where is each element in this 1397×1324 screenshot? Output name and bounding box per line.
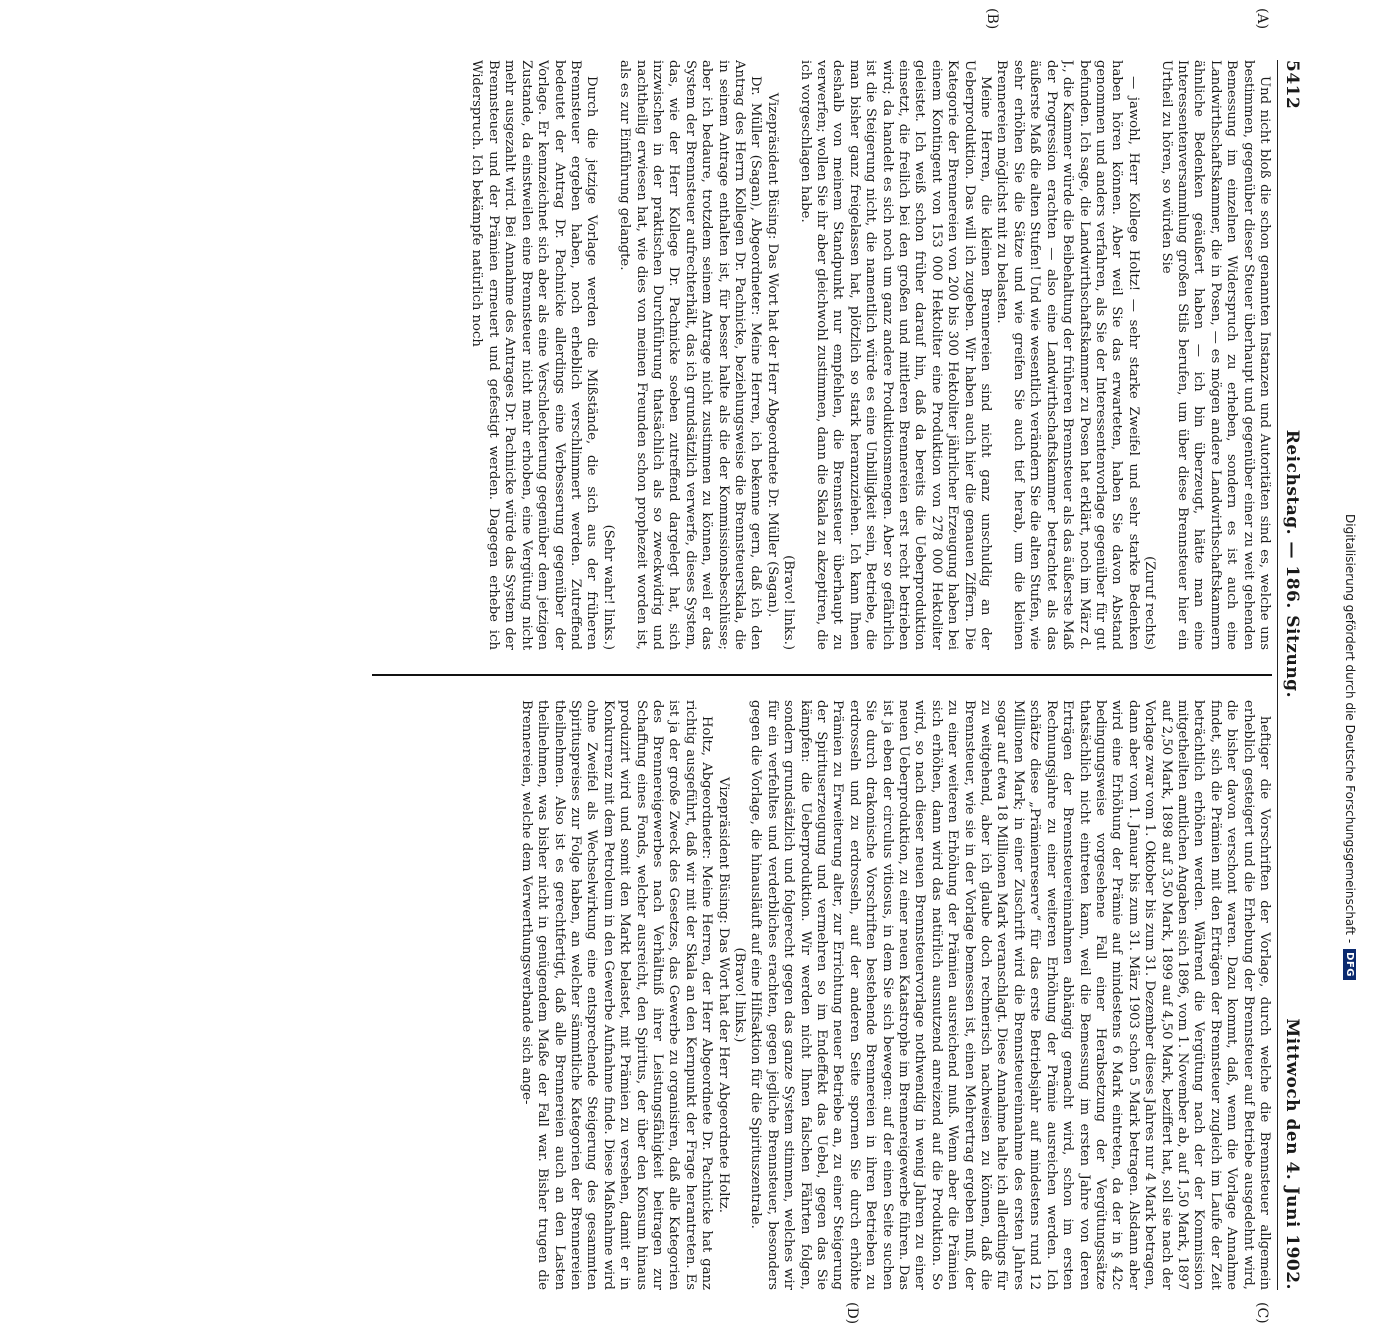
paragraph: Holtz, Abgeordneter: Meine Herren, der Herr Abgeordnete Dr. Pachnicke hat ganz richtig ausgeführt, daß wir mit der Skala an den Kernpunkt der Frage herantreten. Es ist ja der große Zweck des Gesetzes, das Gewerbe zu organisiren, daß alle Kategorien des Brennereigewerbes nach Verhältniß ihrer Leistungsfähigkeit beitragen zur Schaffung eines Fonds, welcher ausreicht, den Spiritus, der über den Konsum hinaus produzirt wird und somit den Markt belastet, mit Prämien zu versehen, damit er in Konkurrenz mit dem Petroleum in den Gewerbe Aufnahme finde. Diese Maßnahme wird ohne Zweifel als Wechselwirkung eine entsprechende Steigerung des gesammten Spirituspreises zur Folge haben, an welcher sämmtliche Kategorien der Brennereien theilnehmen. Also ist es gerechtfertigt, daß alle Brennereien auch an den Lasten theilnehmen, was bisher nicht in genügendem Maße der Fall war. Bisher trugen die Brennereien, welche dem Verwerthungsverbande sich ange-	[518, 700, 715, 1290]
credit-text: Digitalisierung gefördert durch die Deutsche Forschungsgemeinschaft -	[1343, 514, 1357, 944]
interjection: (Zuruf rechts)	[1142, 556, 1158, 650]
interjection: (Bravo! links.)	[781, 555, 797, 650]
margin-marker-a: (A)	[1254, 8, 1270, 30]
margin-marker-c: (C)	[1254, 1302, 1270, 1324]
dfg-logo: DFG	[1344, 949, 1357, 980]
paragraph: Meine Herren, die kleinen Brennereien sind nicht ganz unschuldig an der Ueberproduktion. Das will ich zugeben. Wir haben auch hier die genauen Ziffern. Die Kategorie der Brennereien von 200 bis 300 Hektoliter jährlicher Erzeugung haben bei einem Kontingent von 153 000 Hektoliter eine Produktion von 278 000 Hektoliter geleistet. Ich weiß schon früher darauf hin, daß da bereits die Ueberproduktion einsetzt, die freilich bei den großen und mittleren Brennereien erst recht betrieben wird; da handelt es sich noch um ganz andere Produktionsmengen. Aber so gefährlich ist die Steigerung nicht, die namentlich würde es eine Unbilligkeit sein, Betriebe, die man bisher ganz freigelassen hat, plötzlich so stark heranzuziehen. Ich kann Ihnen deshalb von meinem Standpunkt nur empfehlen, die Brennsteuer überhaupt zu verwerfen; wollen Sie ihr aber gleichwohl zustimmen, dann die Skala zu akzeptiren, die ich vorgeschlagen habe.	[797, 60, 994, 650]
text-columns	[372, 60, 1272, 1290]
speaker-announcement: Vizepräsident Büsing: Das Wort hat der Herr Abgeordnete Dr. Müller (Sagan).	[764, 92, 780, 618]
document-page	[30, 0, 1330, 1324]
right-column	[372, 700, 1272, 1290]
paragraph: heftiger die Vorschriften der Vorlage, durch welche die Brennsteuer allgemein erheblich gesteigert und die Erhebung der Brennsteuer auf Betriebe ausgedehnt wird, die bisher davon verschont waren. Dazu kommt, daß, wenn die Vorlage Annahme findet, sich die Prämien mit den Erträgen der Brennsteuer zugleich im Laufe der Zeit beträchtlich erhöhen werden. Während die Vergütung nach der der Kommission mitgetheilten amtlichen Angaben sich 1896, vom 1. November ab, auf 1,50 Mark, 1897 auf 2,50 Mark, 1898 auf 3,50 Mark, 1899 auf 4,50 Mark, beziffert hat, soll sie nach der Vorlage zwar vom 1. Oktober bis zum 31. Dezember dieses Jahres nur 4 Mark betragen, dann aber vom 1. Januar bis zum 31. März 1903 schon 5 Mark betragen. Alsdann aber wird eine Erhöhung der Prämie auf mindestens 6 Mark eintreten, da der in § 42c bedingungsweise vorgesehene Fall einer Herabsetzung der Vergütungssätze thatsächlich nicht eintreten kann, weil die Bemessung im ersten Jahre von deren Erträgen der Brennsteuereinnahmen abhängig gemacht wird, schon im ersten Rechnungsjahre zu einer weiteren Erhöhung der Prämie ausreichen werden. Ich schätze diese „Prämienreserve“ für das erste Betriebsjahr auf mindestens rund 12 Millionen Mark; in einer Zuschrift wird die Brennsteuereinnahme des ersten Jahres sogar auf etwa 18 Millionen Mark veranschlagt. Diese Annahme halte ich allerdings für zu weitgehend, aber ich glaube doch rechnerisch nachweisen zu können, daß die Brennsteuer, wie sie in der Vorlage bemessen ist, einen Mehrertrag ergeben muß, der zu einer weiteren Erhöhung der Prämien ausreichend muß. Wenn aber die Prämien sich erhöhen, dann wird das natürlich ausnutzend anreizend auf die Produktion. So wird, so nach dieser neuen Brennsteuervorlage nothwendig in wenig Jahren zu einer neuen Ueberproduktion, zu einer neuen Katastrophe im Brennereigewerbe führen. Das ist ja eben der circulus vitiosus, in dem Sie sich bewegen: auf der einen Seite suchen Sie durch drakonische Vorschriften bestehende Brennereien in ihren Betrieben zu erdrosseln und zu erdrosseln, auf der anderen Seite spornen Sie durch erhöhte Prämien zu Erweiterung alter, zur Errichtung neuer Betriebe an, zu einer Steigerung der Spirituserzeugung und vermehren so im Endeffekt das Uebel, gegen das Sie kämpfen: die Ueberproduktion. Wir werden nicht Ihnen falschen Fährten folgen, sondern grundsätzlich und folgerecht gegen das ganze System stimmen, welches wir für ein verfehltes und verderbliches erachten, gegen jegliche Brennsteuer, besonders gegen die Vorlage, die hinausläuft auf eine Hilfsaktion für die Spirituszentrale.	[748, 700, 1272, 1290]
header-date: Mittwoch den 4. Juni 1902.	[1282, 1018, 1302, 1290]
page-number: 5412	[1282, 60, 1302, 110]
margin-marker-b: (B)	[984, 8, 1000, 30]
interjection: (Bravo! links.)	[732, 947, 747, 1043]
paragraph: Und nicht bloß die schon genannten Instanzen und Autoritäten sind es, welche uns bestimmen, gegenüber dieser Steuer überhaupt und gegenüber einer zu weit gehenden Bemessung im einzelnen Widerspruch zu erheben, sondern es ist auch eine Landwirthschaftskammer, die in Posen, — es mögen andere Landwirthschaftskammern ähnliche Bedenken geäußert haben — ich bin überzeugt, hätte man eine Interessentenversammlung großen Stils berufen, um über diese Brennsteuer hier ein Urtheil zu hören, so würden Sie	[1158, 60, 1272, 650]
column-divider	[372, 674, 1272, 676]
interjection: (Sehr wahr! links.)	[600, 524, 616, 650]
paragraph: — jawohl, Herr Kollege Holtz! — sehr starke Zweifel und sehr starke Bedenken haben hören können. Aber weil Sie das erwarteten, haben Sie davon Abstand genommen und anders verfahren, als Sie der Interessentenvorlage gegenüber für gut befunden. Ich sage, die Landwirthschaftskammer zu Posen hat erklärt, noch im März d. J., die Kammer würde die Beibehaltung der früheren Brennsteuer als das äußerste Maß der Progression erachten — also eine Landwirthschaftskammer betrachtet als das äußerste Maß die alten Stufen! Und wie wesentlich verändern Sie die alten Stufen, wie sehr erhöhen Sie die Sätze und wie greifen Sie auch tief herab, um die kleinen Brennereien möglichst mit zu belasten.	[994, 60, 1141, 650]
speaker-announcement: Vizepräsident Büsing: Das Wort hat der Herr Abgeordnete Holtz.	[715, 777, 731, 1213]
paragraph: Durch die jetzige Vorlage werden die Mißstände, die sich aus der früheren Brennsteuer ergeben haben, noch erheblich verschlimmert werden. Zutreffend bedeutet der Antrag Dr. Pachnicke allerdings eine Verbesserung gegenüber der Vorlage. Er kennzeichnet sich aber als eine Verschlechterung gegenüber dem jetzigen Zustande, da einstweilen eine Brennsteuer nicht mehr erhoben, eine Vergütung nicht mehr ausgezahlt wird. Bei Annahme des Antrages Dr. Pachnicke würde das System der Brennsteuer und der Prämien erneuert und gefestigt werden. Dagegen erhebe ich Widerspruch. Ich bekämpfe natürlich noch	[469, 60, 600, 650]
paragraph: Dr. Müller (Sagan), Abgeordneter: Meine Herren, ich bekenne gern, daß ich den Antrag des Herrn Kollegen Dr. Pachnicke, beziehungsweise die Brennsteuerskala, die in seinem Antrage enthalten ist, für besser halte als die der Kommissionsbeschlüsse; aber ich bedaure, trotzdem seinem Antrage nicht zustimmen zu können, weil er das System der Brennsteuer aufrechterhält, das ich grundsätzlich verwerfe, dieses System, das, wie der Herr Kollege Dr. Pachnicke soeben zutreffend dargelegt hat, sich inzwischen in der praktischen Durchführung thatsächlich als so zweckwidrig und nachtheilig erwiesen hat, wie dies von meinen Freunden schon prophezeit worden ist, als es zur Einführung gelangte.	[617, 60, 764, 650]
page-header	[1277, 60, 1312, 1290]
header-title: Reichstag. — 186. Sitzung.	[1282, 429, 1302, 698]
digitization-credit	[1335, 0, 1395, 1000]
left-column	[372, 60, 1272, 650]
margin-marker-d: (D)	[844, 1302, 860, 1324]
